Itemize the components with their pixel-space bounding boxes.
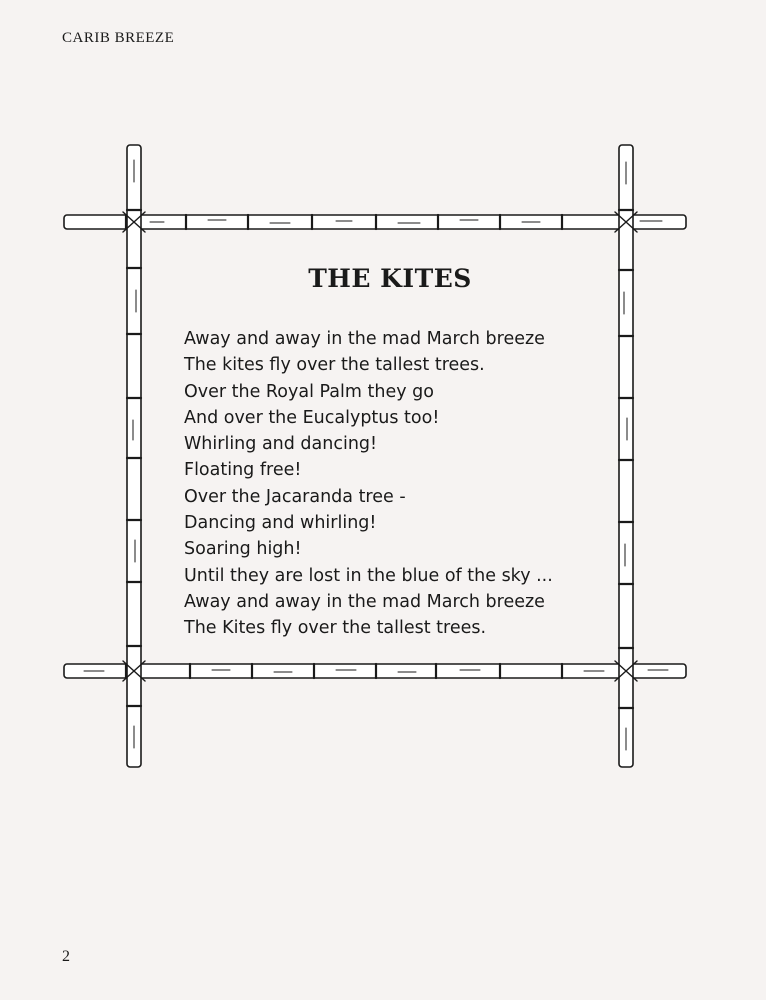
poem-line: The kites fly over the tallest trees.: [184, 355, 485, 376]
poem-line: Away and away in the mad March breeze: [184, 591, 545, 612]
bamboo-pole-bottom: [64, 664, 686, 678]
poem-body: [184, 326, 614, 642]
poem-line: Soaring high!: [184, 539, 302, 560]
poem-line: Over the Royal Palm they go: [184, 381, 434, 402]
poem-line: And over the Eucalyptus too!: [184, 407, 440, 428]
poem-line: Until they are lost in the blue of the sky ...: [184, 565, 553, 586]
page-number: 2: [62, 948, 70, 965]
bamboo-pole-top: [64, 215, 686, 229]
running-header: CARIB BREEZE: [62, 30, 175, 46]
poem-line: Over the Jacaranda tree -: [184, 486, 406, 507]
bamboo-pole-left: [127, 145, 141, 767]
poem-line: Dancing and whirling!: [184, 513, 377, 534]
poem-line: Away and away in the mad March breeze: [184, 329, 545, 349]
poem-title: THE KITES: [308, 264, 472, 293]
bamboo-pole-right: [619, 145, 633, 767]
poem-line: Whirling and dancing!: [184, 434, 378, 455]
poem-line: Floating free!: [184, 460, 302, 481]
poem-line: The Kites fly over the tallest trees.: [184, 618, 487, 639]
